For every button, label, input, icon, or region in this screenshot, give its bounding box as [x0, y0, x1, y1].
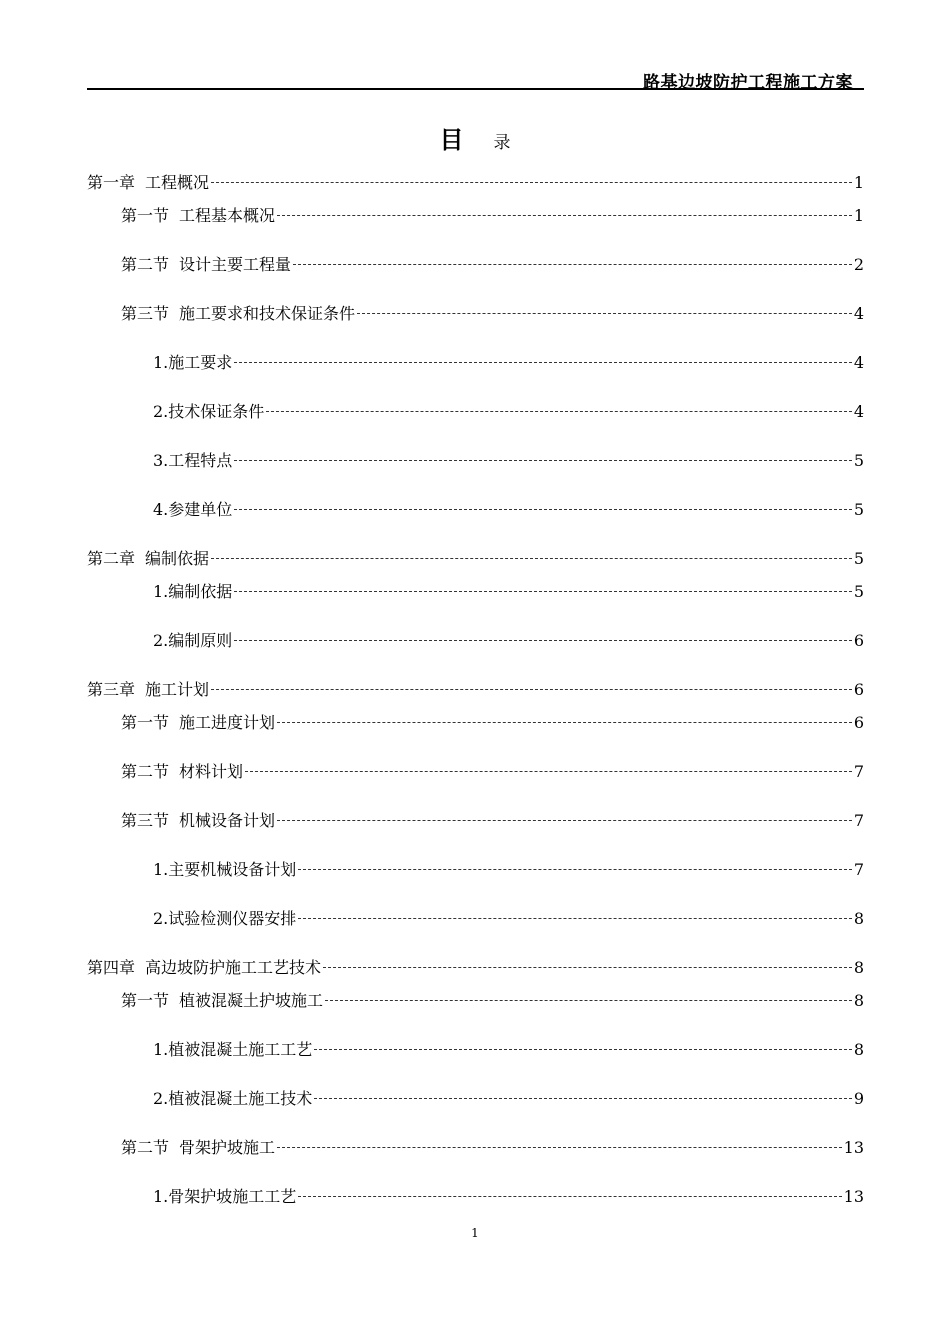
toc-entry-num: 第四章 [87, 958, 136, 977]
header-title: 路基边坡防护工程施工方案 [643, 73, 853, 93]
toc-section-3-3[interactable] [121, 810, 864, 832]
toc-leader [234, 640, 852, 641]
toc-entry-page: 5 [853, 549, 864, 568]
toc-leader [298, 869, 852, 870]
header-rule [87, 88, 864, 90]
toc-leader [277, 1147, 842, 1148]
toc-leader [314, 1098, 852, 1099]
toc-entry-num: 第三节 [121, 304, 170, 323]
toc-entry-num: 第二节 [121, 1138, 170, 1157]
toc-entry-page: 4 [853, 402, 864, 421]
toc-item-1-3-1[interactable] [153, 352, 864, 374]
toc-leader [314, 1049, 852, 1050]
toc-entry-page: 4 [853, 353, 864, 372]
toc-entry-page: 13 [843, 1187, 864, 1206]
toc-chapter-3[interactable] [87, 679, 864, 701]
toc-leader [211, 182, 852, 183]
toc-entry-page: 5 [853, 451, 864, 470]
toc-entry-text: 2.编制原则 [153, 631, 233, 650]
toc-entry-text: 编制依据 [145, 549, 210, 568]
toc-entry-page: 4 [853, 304, 864, 323]
toc-leader [277, 820, 852, 821]
toc-entry-page: 5 [853, 582, 864, 601]
toc-entry-text: 1.植被混凝土施工工艺 [153, 1040, 313, 1059]
toc-entry-page: 8 [853, 1040, 864, 1059]
toc-entry-num: 第三章 [87, 680, 136, 699]
toc-leader [234, 509, 852, 510]
toc-entry-text: 施工要求和技术保证条件 [179, 304, 356, 323]
toc-leader [266, 411, 852, 412]
toc-entry-num: 第一节 [121, 713, 170, 732]
toc-leader [234, 591, 852, 592]
toc-chapter-4[interactable] [87, 957, 864, 979]
toc-entry-text: 高边坡防护施工工艺技术 [145, 958, 322, 977]
toc-entry-text: 1.编制依据 [153, 582, 233, 601]
toc-entry-page: 6 [853, 713, 864, 732]
toc-entry-page: 6 [853, 680, 864, 699]
toc-entry-text: 骨架护坡施工 [179, 1138, 276, 1157]
toc-leader [357, 313, 852, 314]
toc-entry-text: 4.参建单位 [153, 500, 233, 519]
toc-entry-num: 第一章 [87, 173, 136, 192]
toc-section-1-3[interactable] [121, 303, 864, 325]
toc-entry-num: 第二章 [87, 549, 136, 568]
toc-leader [234, 460, 852, 461]
toc-entry-text: 3.工程特点 [153, 451, 233, 470]
toc-entry-text: 工程基本概况 [179, 206, 276, 225]
toc-leader [298, 1196, 841, 1197]
toc-entry-page: 8 [853, 909, 864, 928]
toc-entry-text: 1.骨架护坡施工工艺 [153, 1187, 297, 1206]
page-number: 1 [471, 1226, 479, 1240]
toc-entry-num: 第三节 [121, 811, 170, 830]
toc-entry-text: 机械设备计划 [179, 811, 276, 830]
toc-entry-text: 1.施工要求 [153, 353, 233, 372]
toc-section-3-2[interactable] [121, 761, 864, 783]
toc-entry-text: 2.植被混凝土施工技术 [153, 1089, 313, 1108]
toc-leader [277, 215, 852, 216]
toc-entry-page: 5 [853, 500, 864, 519]
toc-entry-num: 第二节 [121, 762, 170, 781]
toc-entry-text: 施工计划 [145, 680, 210, 699]
toc-item-3-3-1[interactable] [153, 859, 864, 881]
toc-section-3-1[interactable] [121, 712, 864, 734]
toc-leader [211, 689, 852, 690]
toc-leader [234, 362, 852, 363]
toc-entry-text: 植被混凝土护坡施工 [179, 991, 324, 1010]
toc-section-4-1[interactable] [121, 990, 864, 1012]
toc-item-2-1[interactable] [153, 581, 864, 603]
toc-item-1-3-3[interactable] [153, 450, 864, 472]
toc-title [0, 120, 950, 155]
toc-chapter-2[interactable] [87, 548, 864, 570]
toc-title-sub: 录 [493, 133, 511, 153]
toc-item-4-2-1[interactable] [153, 1186, 864, 1208]
toc-entry-num: 第一节 [121, 991, 170, 1010]
toc-leader [211, 558, 852, 559]
toc-entry-page: 1 [853, 173, 864, 192]
toc-entry-text: 2.试验检测仪器安排 [153, 909, 297, 928]
toc-entry-page: 9 [853, 1089, 864, 1108]
toc-entry-page: 7 [853, 762, 864, 781]
toc-entry-text: 2.技术保证条件 [153, 402, 265, 421]
toc-entry-text: 材料计划 [179, 762, 244, 781]
toc-entry-page: 7 [853, 811, 864, 830]
toc-entry-num: 第二节 [121, 255, 170, 274]
toc-chapter-1[interactable] [87, 172, 864, 194]
toc-entry-text: 工程概况 [145, 173, 210, 192]
toc-entry-page: 6 [853, 631, 864, 650]
toc-leader [325, 1000, 852, 1001]
toc-item-4-1-2[interactable] [153, 1088, 864, 1110]
toc-entry-text: 1.主要机械设备计划 [153, 860, 297, 879]
toc-leader [298, 918, 852, 919]
toc-entry-page: 8 [853, 958, 864, 977]
toc-leader [293, 264, 852, 265]
toc-entry-page: 13 [843, 1138, 864, 1157]
toc-item-1-3-4[interactable] [153, 499, 864, 521]
toc-section-4-2[interactable] [121, 1137, 864, 1159]
toc-section-1-1[interactable] [121, 205, 864, 227]
toc-leader [323, 967, 852, 968]
toc-entry-page: 7 [853, 860, 864, 879]
toc-item-2-2[interactable] [153, 630, 864, 652]
toc-leader [277, 722, 852, 723]
toc-title-main: 目 [439, 126, 464, 154]
toc-entry-page: 8 [853, 991, 864, 1010]
toc-section-1-2[interactable] [121, 254, 864, 276]
toc-leader [245, 771, 852, 772]
toc-entry-num: 第一节 [121, 206, 170, 225]
toc-entry-page: 2 [853, 255, 864, 274]
toc-entry-text: 施工进度计划 [179, 713, 276, 732]
toc-item-1-3-2[interactable] [153, 401, 864, 423]
toc-entry-page: 1 [853, 206, 864, 225]
toc-entry-text: 设计主要工程量 [179, 255, 292, 274]
toc-item-3-3-2[interactable] [153, 908, 864, 930]
toc-item-4-1-1[interactable] [153, 1039, 864, 1061]
